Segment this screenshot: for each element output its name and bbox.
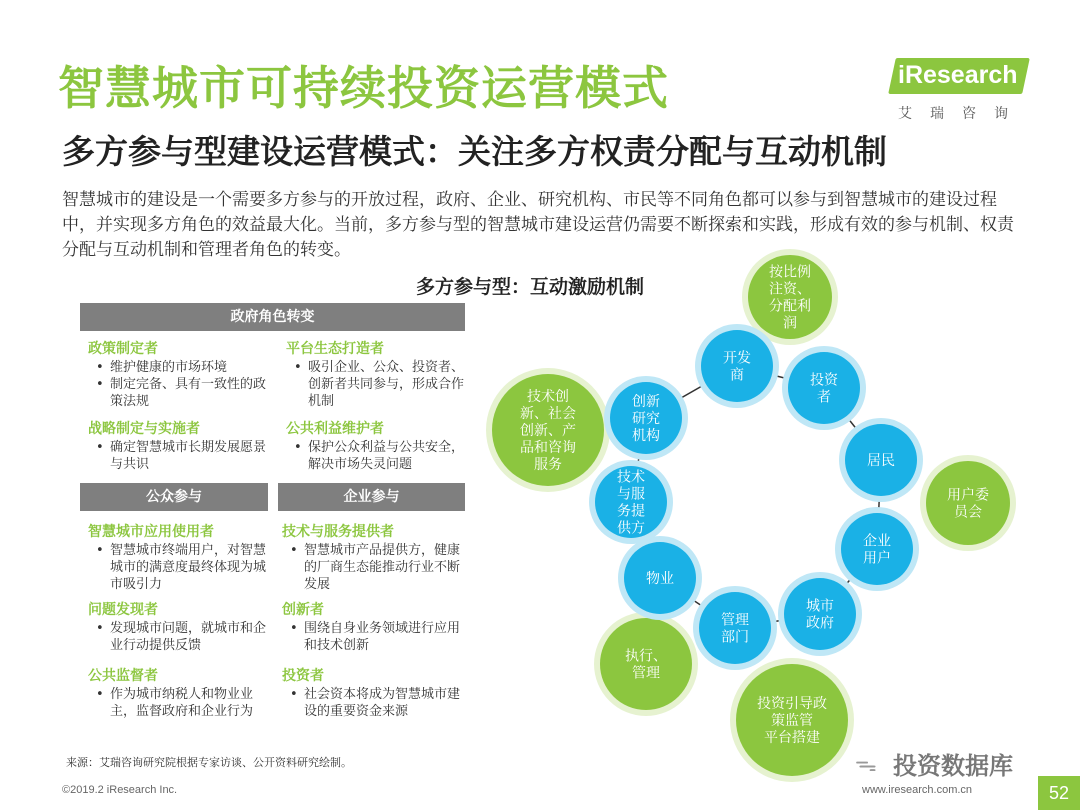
wechat-icon: ᯓ [855, 752, 877, 777]
role-item: • 吸引企业、公众、投资者、创新者共同参与，形成合作机制 [286, 359, 466, 410]
ring-node-label: 管理 [721, 612, 749, 629]
ring-node-label: 部门 [721, 629, 749, 646]
diagram-title: 多方参与型：互动激励机制 [416, 276, 645, 298]
ring-node-label: 物业 [646, 571, 674, 587]
ring-node-label: 政府 [806, 615, 834, 632]
role-title: 战略制定与实施者 [88, 421, 200, 437]
enterprise-participation-bar: 企业参与 [278, 483, 465, 511]
page-title: 智慧城市可持续投资运营模式 [58, 61, 669, 115]
logo-text: iResearch [898, 61, 1018, 89]
role-item: • 围绕自身业务领域进行应用和技术创新 [282, 620, 462, 654]
role-item: • 维护健康的市场环境 [88, 359, 268, 376]
page-number: 52 [1038, 776, 1080, 810]
role-item: • 智慧城市终端用户，对智慧城市的满意度最终体现为城市吸引力 [88, 542, 268, 593]
outer-node-label: 分配利 [769, 298, 811, 315]
ring-node-label: 者 [817, 389, 831, 406]
ring-node-label: 用户 [863, 550, 891, 567]
role-item: • 保护公众利益与公共安全，解决市场失灵问题 [286, 439, 466, 473]
copyright: ©2019.2 iResearch Inc. [62, 784, 178, 796]
outer-node-label: 策监管 [771, 713, 813, 729]
ring-node-label: 机构 [632, 428, 660, 444]
role-title: 问题发现者 [88, 602, 158, 618]
role-item: • 社会资本将成为智慧城市建设的重要资金来源 [282, 686, 462, 720]
ring-node-label: 务提 [617, 503, 645, 520]
ring-node-label: 与服 [617, 486, 645, 503]
outer-node-label: 平台搭建 [764, 730, 820, 746]
ring-node-label: 商 [730, 367, 744, 384]
ring-node-label: 创新 [632, 394, 660, 410]
website-url: www.iresearch.com.cn [862, 784, 973, 796]
outer-node-label: 按比例 [769, 264, 811, 281]
ring-node-label: 居民 [867, 453, 895, 469]
ring-node-label: 供方 [617, 520, 645, 537]
logo-subtext: 艾瑞咨询 [898, 106, 1026, 122]
watermark-text: 投资数据库 [893, 752, 1013, 780]
watermark [855, 742, 1045, 782]
role-title: 投资者 [282, 668, 324, 684]
outer-node-label: 投资引导政 [757, 696, 827, 712]
public-participation-bar: 公众参与 [80, 483, 268, 511]
ring-node-label: 企业 [863, 533, 891, 550]
role-title: 创新者 [282, 602, 324, 618]
outer-node-label: 用户委 [947, 487, 989, 504]
role-title: 技术与服务提供者 [282, 524, 394, 540]
role-title: 智慧城市应用使用者 [88, 524, 214, 540]
role-item: • 作为城市纳税人和物业业主，监督政府和企业行为 [88, 686, 268, 720]
outer-node-label: 润 [783, 315, 797, 332]
ring-node-label: 研究 [632, 411, 660, 427]
role-item: • 智慧城市产品提供方，健康的厂商生态能推动行业不断发展 [282, 542, 462, 593]
role-item: • 制定完备、具有一致性的政策法规 [88, 376, 268, 410]
role-item: • 发现城市问题，就城市和企业行动提供反馈 [88, 620, 268, 654]
source-note: 来源：艾瑞咨询研究院根据专家访谈、公开资料研究绘制。 [66, 756, 352, 769]
outer-node-label: 技术创 [527, 389, 569, 405]
outer-node-label: 服务 [534, 457, 562, 473]
outer-node-label: 注资、 [769, 281, 811, 298]
ring-node-label: 技术 [617, 469, 645, 486]
role-title: 政策制定者 [88, 341, 158, 357]
role-title: 公共监督者 [88, 668, 158, 684]
role-title: 平台生态打造者 [286, 341, 384, 357]
outer-node-label: 员会 [954, 504, 982, 521]
outer-node-label: 创新、产 [520, 423, 576, 439]
ring-node-label: 开发 [723, 350, 751, 367]
intro-paragraph: 智慧城市的建设是一个需要多方参与的开放过程，政府、企业、研究机构、市民等不同角色都可以参与到智慧城市的建设过程中，并实现多方角色的效益最大化。当前，多方参与型的智慧城市建设运营仍需要不断探索和实践，形成有效的参与机制、权责分配与互动机制和管理者角色的转变。 [62, 190, 1014, 260]
outer-node-label: 管理 [632, 665, 660, 682]
ring-node-label: 城市 [806, 598, 834, 615]
outer-node-label: 品和咨询 [520, 440, 576, 456]
ring-node-label: 投资 [810, 372, 838, 389]
role-title: 公共利益维护者 [286, 421, 384, 437]
role-item: • 确定智慧城市长期发展愿景与共识 [88, 439, 268, 473]
page-subtitle: 多方参与型建设运营模式：关注多方权责分配与互动机制 [62, 132, 887, 171]
outer-node-label: 执行、 [625, 648, 667, 665]
outer-node-label: 新、社会 [520, 406, 576, 422]
gov-roles-bar: 政府角色转变 [80, 303, 465, 331]
